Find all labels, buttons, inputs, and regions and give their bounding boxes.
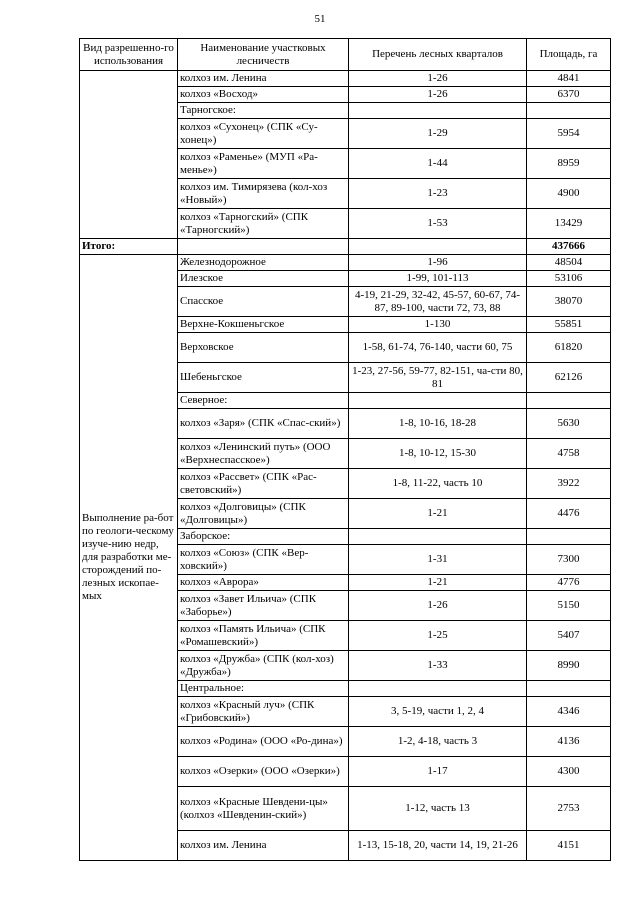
district-name-cell: колхоз им. Тимирязева (кол-хоз «Новый») bbox=[178, 179, 349, 209]
usage-type-cell: Выполнение ра-бот по геологи-ческому изуче-нию недр, для разработки ме-сторождений по-лезных ископае-мых bbox=[80, 255, 178, 861]
area-cell: 4346 bbox=[527, 697, 611, 727]
area-cell: 4758 bbox=[527, 439, 611, 469]
area-cell: 5150 bbox=[527, 591, 611, 621]
quarters-cell: 1-23, 27-56, 59-77, 82-151, ча-сти 80, 81 bbox=[349, 363, 527, 393]
area-cell: 8959 bbox=[527, 149, 611, 179]
total-row bbox=[80, 239, 611, 255]
district-name-cell: колхоз «Аврора» bbox=[178, 575, 349, 591]
table-row bbox=[80, 255, 611, 271]
quarters-cell: 1-29 bbox=[349, 119, 527, 149]
quarters-cell: 1-26 bbox=[349, 591, 527, 621]
area-cell bbox=[527, 529, 611, 545]
header-quarters-list: Перечень лесных кварталов bbox=[349, 39, 527, 71]
area-cell: 4776 bbox=[527, 575, 611, 591]
area-cell: 53106 bbox=[527, 271, 611, 287]
district-name-cell: колхоз им. Ленина bbox=[178, 831, 349, 861]
quarters-cell: 1-26 bbox=[349, 71, 527, 87]
quarters-cell: 3, 5-19, части 1, 2, 4 bbox=[349, 697, 527, 727]
table-header-row bbox=[80, 39, 611, 71]
district-name-cell: Илезское bbox=[178, 271, 349, 287]
district-name-cell: колхоз им. Ленина bbox=[178, 71, 349, 87]
district-name-cell: колхоз «Красные Шевдени-цы» (колхоз «Шевденин-ский») bbox=[178, 787, 349, 831]
district-name-cell: колхоз «Завет Ильича» (СПК «Заборье») bbox=[178, 591, 349, 621]
total-label: Итого: bbox=[80, 239, 178, 255]
quarters-cell: 1-17 bbox=[349, 757, 527, 787]
quarters-cell: 1-21 bbox=[349, 575, 527, 591]
district-name-cell: колхоз «Дружба» (СПК (кол-хоз) «Дружба») bbox=[178, 651, 349, 681]
district-name-cell: колхоз «Долговицы» (СПК «Долговицы») bbox=[178, 499, 349, 529]
district-name-cell: Спасское bbox=[178, 287, 349, 317]
table-row bbox=[80, 71, 611, 87]
area-cell: 8990 bbox=[527, 651, 611, 681]
total-empty-cell bbox=[349, 239, 527, 255]
area-cell: 4476 bbox=[527, 499, 611, 529]
district-name-cell: Северное: bbox=[178, 393, 349, 409]
total-empty-cell bbox=[178, 239, 349, 255]
district-name-cell: Тарногское: bbox=[178, 103, 349, 119]
forest-districts-table bbox=[79, 38, 611, 861]
header-district-name: Наименование участковых лесничеств bbox=[178, 39, 349, 71]
district-name-cell: колхоз «Родина» (ООО «Ро-дина») bbox=[178, 727, 349, 757]
quarters-cell: 1-13, 15-18, 20, части 14, 19, 21-26 bbox=[349, 831, 527, 861]
district-name-cell: Центральное: bbox=[178, 681, 349, 697]
area-cell: 61820 bbox=[527, 333, 611, 363]
quarters-cell: 1-53 bbox=[349, 209, 527, 239]
district-name-cell: Заборское: bbox=[178, 529, 349, 545]
area-cell: 7300 bbox=[527, 545, 611, 575]
area-cell: 3922 bbox=[527, 469, 611, 499]
area-cell: 4151 bbox=[527, 831, 611, 861]
page-number: 51 bbox=[314, 13, 326, 25]
area-cell: 2753 bbox=[527, 787, 611, 831]
quarters-cell: 1-12, часть 13 bbox=[349, 787, 527, 831]
district-name-cell: Железнодорожное bbox=[178, 255, 349, 271]
quarters-cell: 1-8, 10-12, 15-30 bbox=[349, 439, 527, 469]
area-cell bbox=[527, 103, 611, 119]
district-name-cell: колхоз «Тарногский» (СПК «Тарногский») bbox=[178, 209, 349, 239]
header-usage-type: Вид разрешенно-го использования bbox=[80, 39, 178, 71]
district-name-cell: колхоз «Рассвет» (СПК «Рас-световский») bbox=[178, 469, 349, 499]
district-name-cell: колхоз «Сухонец» (СПК «Су-хонец») bbox=[178, 119, 349, 149]
area-cell: 4841 bbox=[527, 71, 611, 87]
quarters-cell: 1-31 bbox=[349, 545, 527, 575]
quarters-cell bbox=[349, 393, 527, 409]
quarters-cell: 1-26 bbox=[349, 87, 527, 103]
district-name-cell: колхоз «Восход» bbox=[178, 87, 349, 103]
area-cell: 13429 bbox=[527, 209, 611, 239]
quarters-cell: 1-130 bbox=[349, 317, 527, 333]
quarters-cell: 1-8, 11-22, часть 10 bbox=[349, 469, 527, 499]
area-cell: 5630 bbox=[527, 409, 611, 439]
quarters-cell: 1-23 bbox=[349, 179, 527, 209]
district-name-cell: колхоз «Озерки» (ООО «Озерки») bbox=[178, 757, 349, 787]
quarters-cell bbox=[349, 529, 527, 545]
area-cell: 4900 bbox=[527, 179, 611, 209]
quarters-cell: 1-44 bbox=[349, 149, 527, 179]
area-cell: 4136 bbox=[527, 727, 611, 757]
district-name-cell: колхоз «Красный луч» (СПК «Грибовский») bbox=[178, 697, 349, 727]
district-name-cell: Шебеньгское bbox=[178, 363, 349, 393]
quarters-cell: 1-33 bbox=[349, 651, 527, 681]
quarters-cell bbox=[349, 103, 527, 119]
area-cell: 55851 bbox=[527, 317, 611, 333]
quarters-cell: 1-58, 61-74, 76-140, части 60, 75 bbox=[349, 333, 527, 363]
district-name-cell: колхоз «Ленинский путь» (ООО «Верхнеспасское») bbox=[178, 439, 349, 469]
quarters-cell: 1-21 bbox=[349, 499, 527, 529]
quarters-cell: 1-8, 10-16, 18-28 bbox=[349, 409, 527, 439]
quarters-cell: 1-99, 101-113 bbox=[349, 271, 527, 287]
quarters-cell: 1-96 bbox=[349, 255, 527, 271]
district-name-cell: колхоз «Заря» (СПК «Спас-ский») bbox=[178, 409, 349, 439]
district-name-cell: Верховское bbox=[178, 333, 349, 363]
district-name-cell: колхоз «Память Ильича» (СПК «Ромашевский») bbox=[178, 621, 349, 651]
total-area-value: 437666 bbox=[527, 239, 611, 255]
area-cell bbox=[527, 681, 611, 697]
area-cell: 62126 bbox=[527, 363, 611, 393]
table-body bbox=[80, 71, 611, 861]
district-name-cell: колхоз «Союз» (СПК «Вер-ховский») bbox=[178, 545, 349, 575]
header-area: Площадь, га bbox=[527, 39, 611, 71]
usage-type-cell-empty bbox=[80, 71, 178, 239]
area-cell: 4300 bbox=[527, 757, 611, 787]
quarters-cell: 4-19, 21-29, 32-42, 45-57, 60-67, 74-87, 89-100, части 72, 73, 88 bbox=[349, 287, 527, 317]
district-name-cell: Верхне-Кокшеньгское bbox=[178, 317, 349, 333]
area-cell: 6370 bbox=[527, 87, 611, 103]
quarters-cell: 1-25 bbox=[349, 621, 527, 651]
area-cell: 5954 bbox=[527, 119, 611, 149]
area-cell: 5407 bbox=[527, 621, 611, 651]
area-cell bbox=[527, 393, 611, 409]
area-cell: 38070 bbox=[527, 287, 611, 317]
quarters-cell: 1-2, 4-18, часть 3 bbox=[349, 727, 527, 757]
district-name-cell: колхоз «Раменье» (МУП «Ра-менье») bbox=[178, 149, 349, 179]
quarters-cell bbox=[349, 681, 527, 697]
area-cell: 48504 bbox=[527, 255, 611, 271]
